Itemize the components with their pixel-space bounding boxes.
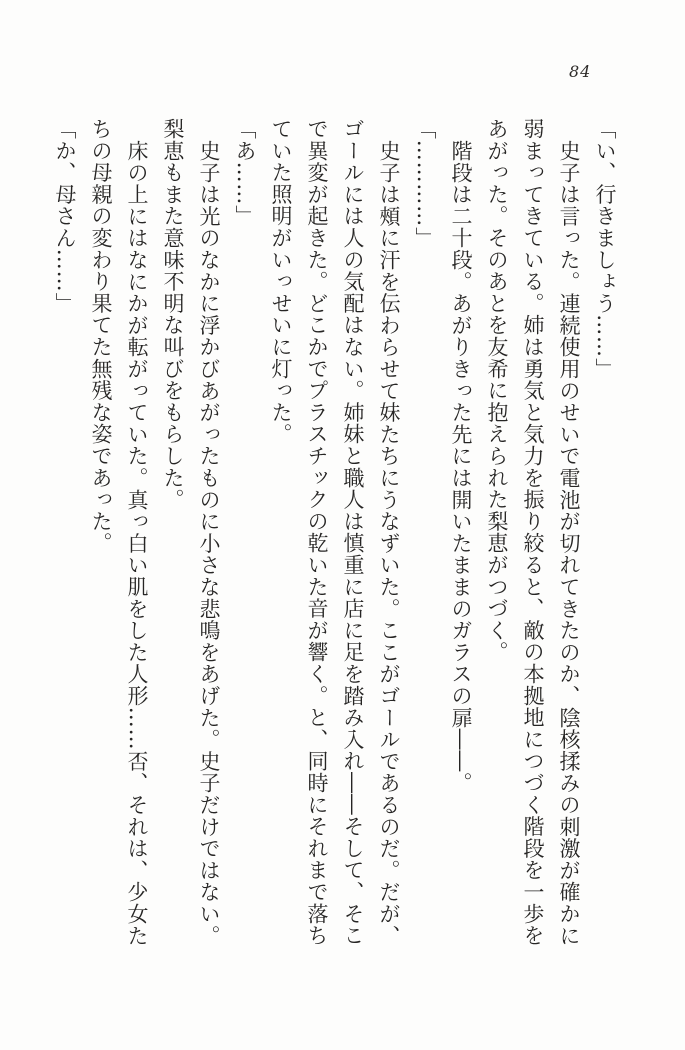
paragraph-narrative-4: 史子は光のなかに浮かびあがったものに小さな悲鳴をあげた。史子だけではない。梨恵もまた意味不明な叫びをもらした。 [161, 118, 221, 947]
paragraph-dialogue-1: 「い、行きましょう……」 [593, 118, 617, 380]
paragraph-dialogue-3: 「あ……」 [233, 118, 257, 227]
paragraph-narrative-1: 史子は言った。連続使用のせいで電池が切れてきたのか、陰核揉みの刺激が確かに弱まってきている。姉は勇気と気力を振り絞ると、敵の本拠地につづく階段を一歩をあがった。そのあとを友希に抱えられた梨恵がつづく。 [485, 118, 581, 947]
paragraph-narrative-3: 史子は頰に汗を伝わらせて妹たちにうなずいた。ここがゴールであるのだ。だが、ゴールには人の気配はない。姉妹と職人は慎重に店に足を踏み入れ――そして、そこで異変が起きた。どこかでプラスチックの乾いた音が響く。と、同時にそれまで落ちていた照明がいっせいに灯った。 [269, 118, 401, 947]
paragraph-narrative-5: 床の上にはなにかが転がっていた。真っ白い肌をした人形……否、それは、少女たちの母親の変わり果てた無残な姿であった。 [89, 118, 149, 947]
paragraph-narrative-2: 階段は二十段。あがりきった先には開いたままのガラスの扉――。 [449, 139, 473, 794]
text-block [47, 118, 623, 956]
paragraph-dialogue-2: 「…………」 [413, 118, 437, 249]
paragraph-dialogue-4: 「か、母さん……」 [53, 118, 77, 315]
page-number: 84 [569, 62, 592, 81]
